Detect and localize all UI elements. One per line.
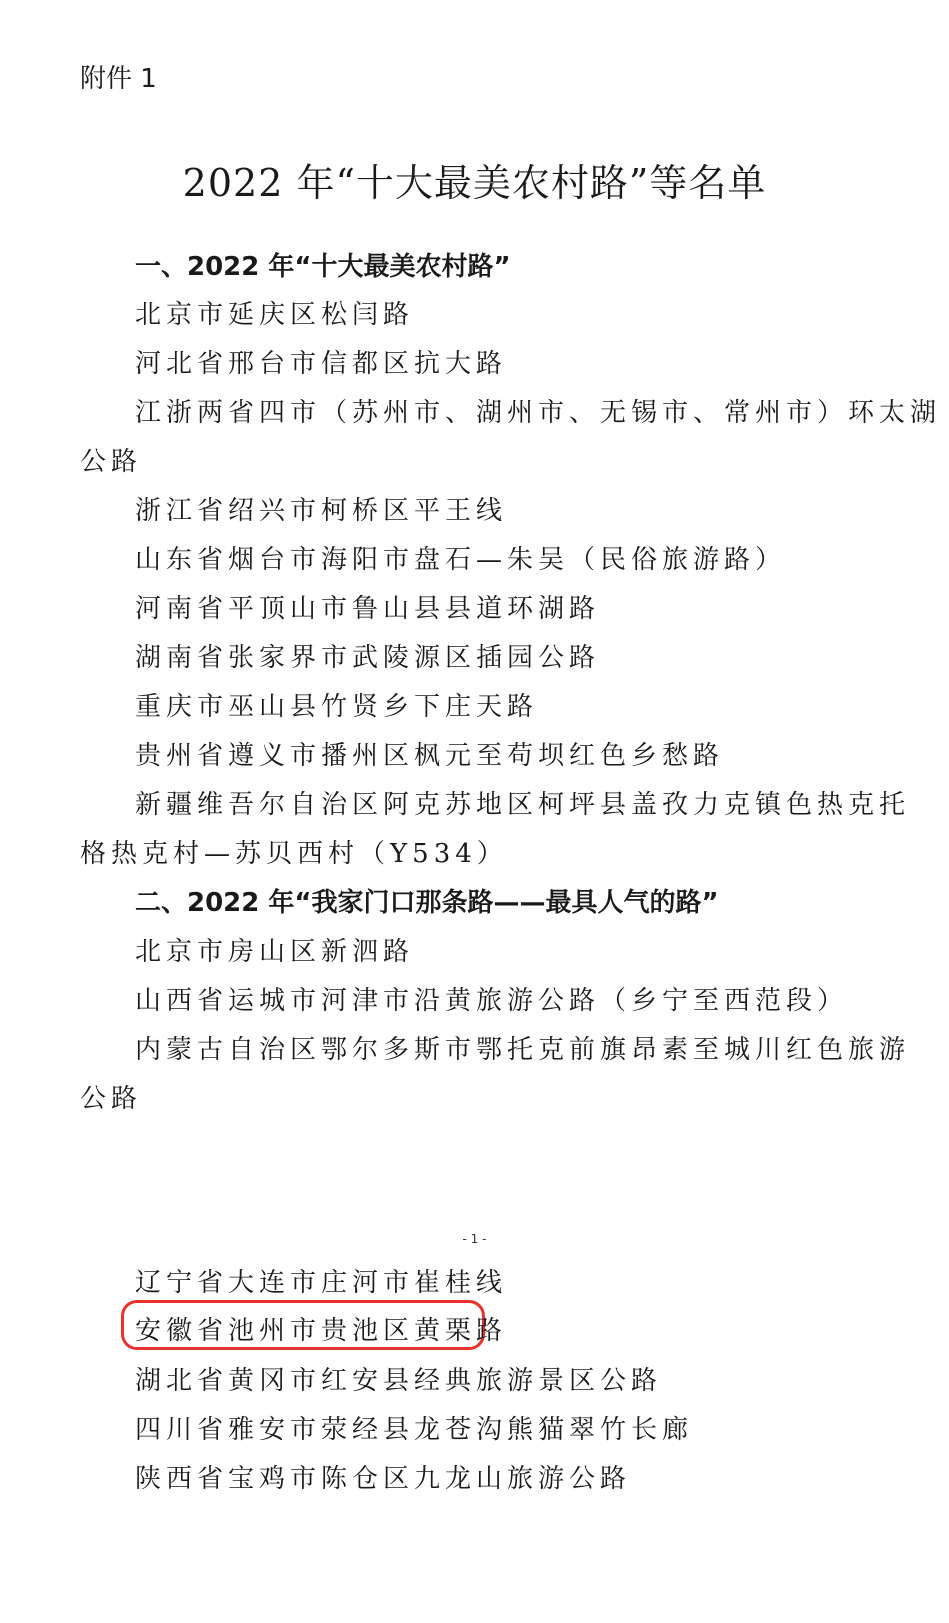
list-item: 新疆维吾尔自治区阿克苏地区柯坪县盖孜力克镇色热克托 xyxy=(135,790,911,820)
list-item: 河南省平顶山市鲁山县县道环湖路 xyxy=(135,594,601,624)
list-item-continuation: 格热克村—苏贝西村（Y534） xyxy=(80,839,508,869)
section-1-heading: 一、2022 年“十大最美农村路” xyxy=(135,252,511,282)
section-2-heading: 二、2022 年“我家门口那条路——最具人气的路” xyxy=(135,888,719,918)
list-item-continuation: 公路 xyxy=(80,1084,143,1114)
list-item: 山西省运城市河津市沿黄旅游公路（乡宁至西范段） xyxy=(135,986,849,1016)
list-item: 河北省邢台市信都区抗大路 xyxy=(135,349,508,379)
list-item: 山东省烟台市海阳市盘石—朱吴（民俗旅游路） xyxy=(135,545,787,575)
list-item: 北京市房山区新泗路 xyxy=(135,937,415,967)
list-item: 湖南省张家界市武陵源区插园公路 xyxy=(135,643,601,673)
list-item: 江浙两省四市（苏州市、湖州市、无锡市、常州市）环太湖 xyxy=(135,398,942,428)
list-item-highlighted: 安徽省池州市贵池区黄栗路 xyxy=(135,1316,508,1346)
list-item: 陕西省宝鸡市陈仓区九龙山旅游公路 xyxy=(135,1464,632,1494)
list-item: 内蒙古自治区鄂尔多斯市鄂托克前旗昂素至城川红色旅游 xyxy=(135,1035,911,1065)
list-item-continuation: 公路 xyxy=(80,447,143,477)
list-item: 四川省雅安市荥经县龙苍沟熊猫翠竹长廊 xyxy=(135,1415,694,1445)
document-title: 2022 年“十大最美农村路”等名单 xyxy=(182,161,767,205)
list-item: 重庆市巫山县竹贤乡下庄天路 xyxy=(135,692,539,722)
attachment-label: 附件 1 xyxy=(80,64,157,94)
list-item: 贵州省遵义市播州区枫元至苟坝红色乡愁路 xyxy=(135,741,725,771)
list-item: 浙江省绍兴市柯桥区平王线 xyxy=(135,496,508,526)
list-item: 湖北省黄冈市红安县经典旅游景区公路 xyxy=(135,1366,663,1396)
list-item: 辽宁省大连市庄河市崔桂线 xyxy=(135,1268,508,1298)
page-number: - 1 - xyxy=(462,1232,487,1246)
list-item: 北京市延庆区松闫路 xyxy=(135,300,415,330)
